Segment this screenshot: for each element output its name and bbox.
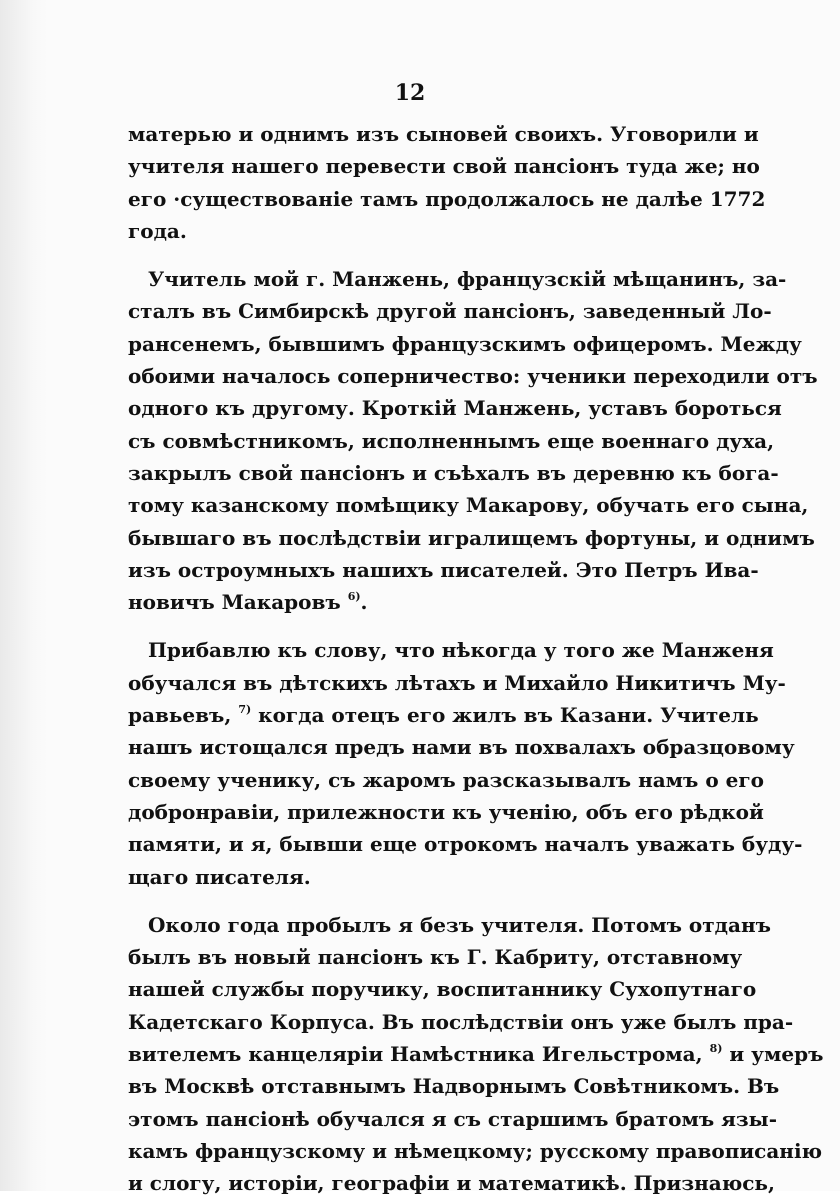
footnote-marker: 8) [709,1042,723,1056]
text-line [128,522,815,554]
text-line [128,263,787,295]
text-line [128,457,779,489]
text-line [128,215,683,247]
text-segment: изъ остроумныхъ нашихъ писателей. Это Петръ Ива- [128,557,759,582]
text-line [128,909,771,941]
text-segment: въ Москвѣ отставнымъ Надворнымъ Совѣтникомъ. Въ [128,1074,780,1099]
text-segment: Учитель мой г. Манжень, французскій мѣщанинъ, за- [148,267,787,292]
paragraph [128,118,766,247]
text-segment: его ·существованіе тамъ продолжалось не далѣе 1772 [128,186,766,211]
text-line [128,183,766,215]
paragraph [128,263,818,618]
text-line [128,586,683,618]
text-line [128,118,759,150]
text-segment: обоими началось соперничество: ученики переходили отъ [128,364,818,389]
text-line [128,554,759,586]
text-line [128,796,764,828]
text-segment: одного къ другому. Кроткій Манжень, уставъ бороться [128,396,782,421]
page-number: 12 [394,80,426,106]
text-line [128,1103,778,1135]
text-line [128,861,683,893]
text-line [128,295,772,327]
text-segment: . [360,590,368,615]
text-segment: года. [128,218,187,243]
text-segment: сталъ въ Симбирскѣ другой пансіонъ, заведенный Ло- [128,299,772,324]
text-segment: памяти, и я, бывши еще отрокомъ началъ уважать буду- [128,832,803,857]
text-segment: бывшаго въ послѣдствіи игралищемъ фортуны, и однимъ [128,525,815,550]
text-line [128,425,775,457]
text-line [128,764,764,796]
text-segment: рансенемъ, бывшимъ французскимъ офицеромъ. Между [128,331,802,356]
text-segment: нашъ истощался предъ нами въ похвалахъ образцовому [128,735,795,760]
text-line [128,328,802,360]
text-line [128,489,809,521]
text-segment: Кадетскаго Корпуса. Въ послѣдствіи онъ уже былъ пра- [128,1009,794,1034]
text-segment: былъ въ новый пансіонъ къ Г. Кабриту, отставному [128,945,743,970]
text-segment: тому казанскому помѣщику Макарову, обучать его сына, [128,493,809,518]
text-line [128,1070,780,1102]
text-segment: этомъ пансіонѣ обучался я съ старшимъ братомъ язы- [128,1106,778,1131]
text-segment: матерью и однимъ изъ сыновей своихъ. Уговорили и [128,122,759,146]
text-line [128,731,795,763]
text-line [128,941,743,973]
text-segment: обучался въ дѣтскихъ лѣтахъ и Михайло Никитичъ Му- [128,670,786,695]
text-segment: вителемъ канцеляріи Намѣстника Игельстрома, [128,1042,710,1067]
text-line [128,699,759,731]
body-text [128,118,824,1200]
text-segment: камъ французскому и нѣмецкому; русскому правописанію [128,1138,823,1163]
text-segment: своему ученику, съ жаромъ разсказывалъ намъ о его [128,767,764,792]
text-segment: когда отецъ его жилъ въ Казани. Учитель [251,703,759,728]
text-segment: и умеръ [722,1042,824,1067]
text-segment: и слогу, исторіи, географіи и математикѣ. Признаюсь, [128,1171,775,1196]
text-segment: добронравіи, прилежности къ ученію, объ его рѣдкой [128,799,764,824]
text-line [128,392,782,424]
footnote-marker: 6) [347,590,361,604]
paragraph [128,909,824,1200]
text-line [128,1167,775,1199]
paragraph [128,634,803,892]
text-segment: щаго писателя. [128,864,311,889]
text-line [128,1135,823,1167]
text-segment: Около года пробылъ я безъ учителя. Потомъ отданъ [148,912,771,937]
text-line [128,634,774,666]
text-line [128,828,803,860]
text-segment: равьевъ, [128,703,239,728]
text-line [128,973,757,1005]
text-line [128,667,786,699]
text-segment: съ совмѣстникомъ, исполненнымъ еще военнаго духа, [128,428,775,453]
text-line [128,1006,794,1038]
paragraph-gap [128,893,683,909]
text-segment: учителя нашего перевести свой пансіонъ туда же; но [128,154,760,179]
paragraph-gap [128,618,683,634]
text-segment: нашей службы поручику, воспитаннику Сухопутнаго [128,977,757,1002]
text-segment: закрылъ свой пансіонъ и съѣхалъ въ деревню къ бога- [128,460,779,485]
page-edge-shadow [0,0,48,1191]
text-line [128,1038,824,1070]
text-line [128,150,760,182]
footnote-marker: 7) [238,703,252,717]
text-segment: новичъ Макаровъ [128,590,348,615]
paragraph-gap [128,247,683,263]
text-segment: Прибавлю къ слову, что нѣкогда у того же Манженя [148,638,774,663]
text-line [128,360,818,392]
